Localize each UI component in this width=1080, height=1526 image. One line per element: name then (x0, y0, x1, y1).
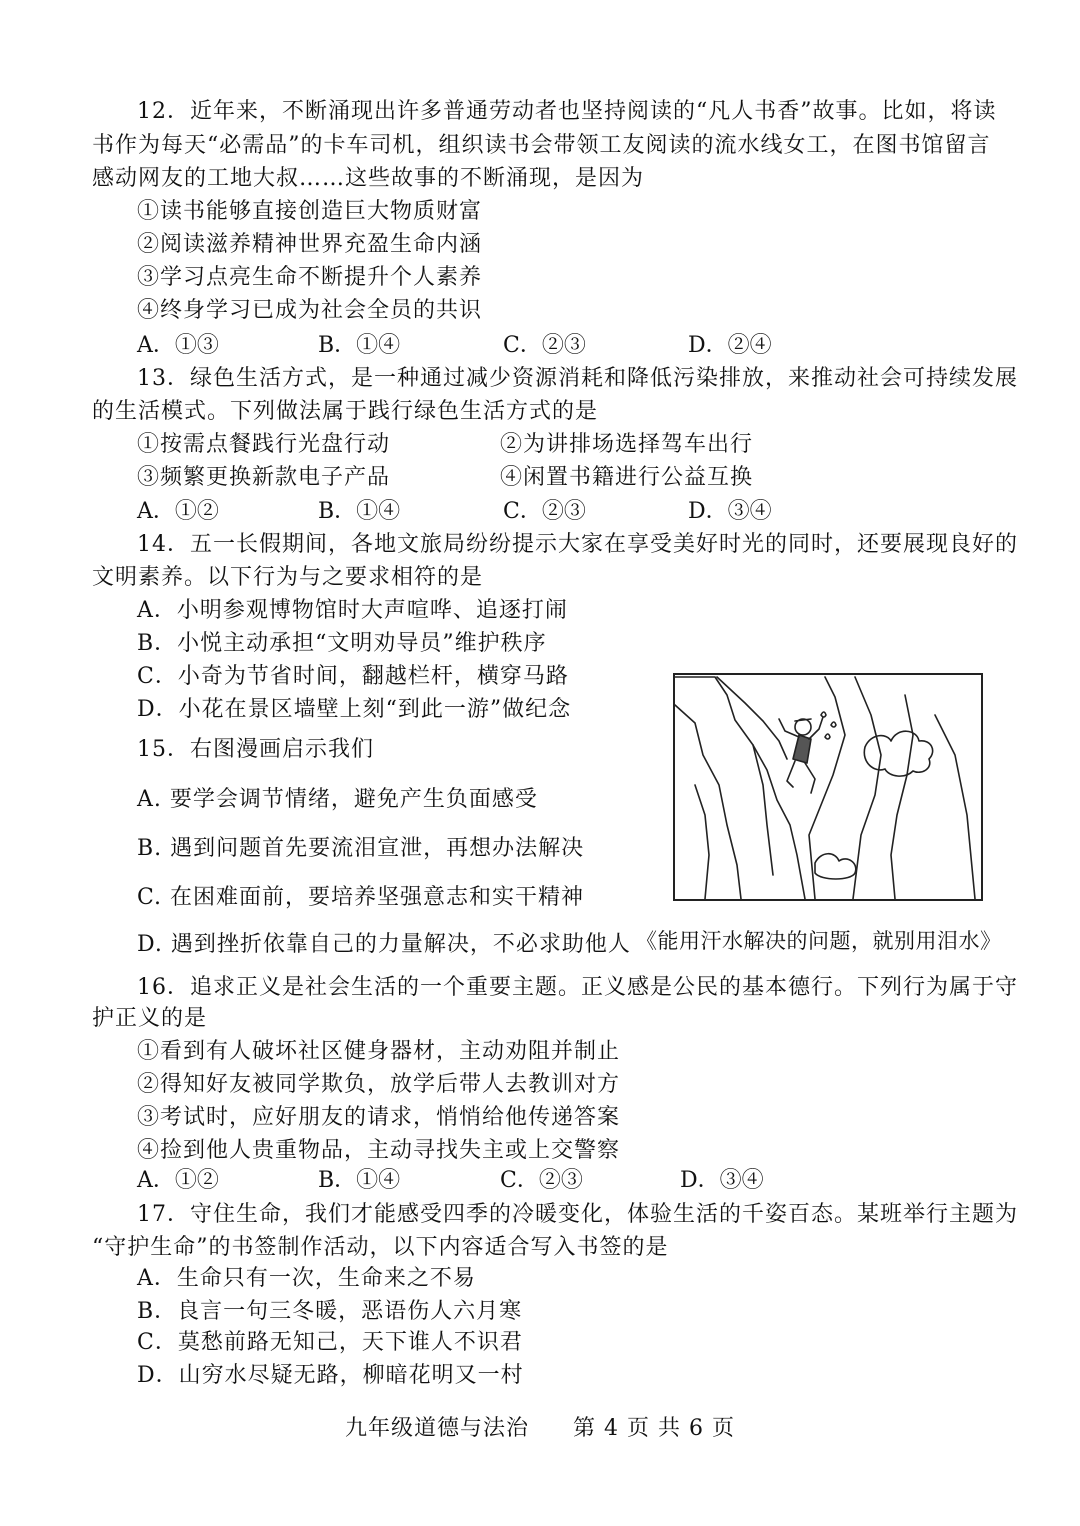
q17-choice-a: A．生命只有一次，生命来之不易 (137, 1266, 476, 1291)
q12-choice-a: A．①③ (137, 333, 219, 358)
q14-choice-d: D．小花在景区墙壁上刻“到此一游”做纪念 (137, 697, 572, 722)
q16-choice-c: C．②③ (500, 1168, 583, 1193)
q12-item-1: ①读书能够直接创造巨大物质财富 (137, 199, 483, 224)
q14-choice-b: B．小悦主动承担“文明劝导员”维护秩序 (137, 631, 547, 656)
q16-item-3: ③考试时，应好朋友的请求，悄悄给他传递答案 (137, 1105, 621, 1130)
q13-choice-c: C．②③ (503, 499, 586, 524)
climber-cartoon-drawing (675, 675, 981, 899)
page-footer (0, 1414, 1080, 1444)
q14-stem-line-2: 文明素养。以下行为与之要求相符的是 (92, 565, 484, 590)
footer-subject: 九年级道德与法治 (345, 1416, 530, 1441)
q13-item-4: ④闲置书籍进行公益互换 (500, 465, 754, 490)
q13-item-3: ③频繁更换新款电子产品 (137, 465, 391, 490)
q12-stem-line-3: 感动网友的工地大叔……这些故事的不断涌现，是因为 (92, 166, 645, 191)
q12-item-2: ②阅读滋养精神世界充盈生命内涵 (137, 232, 483, 257)
q13-choice-b: B．①④ (318, 499, 401, 524)
q17-choice-b: B．良言一句三冬暖，恶语伤人六月寒 (137, 1299, 523, 1324)
q12-item-3: ③学习点亮生命不断提升个人素养 (137, 265, 483, 290)
q17-stem-line-2: “守护生命”的书签制作活动，以下内容适合写入书签的是 (92, 1235, 669, 1260)
q17-choice-c: C．莫愁前路无知己，天下谁人不识君 (137, 1330, 523, 1355)
q14-stem-line-1: 14．五一长假期间，各地文旅局纷纷提示大家在享受美好时光的同时，还要展现良好的 (137, 532, 1018, 557)
q15-choice-a: A. 要学会调节情绪，避免产生负面感受 (137, 787, 538, 812)
q16-item-1: ①看到有人破坏社区健身器材，主动劝阻并制止 (137, 1039, 621, 1064)
q12-choice-b: B．①④ (318, 333, 401, 358)
q16-stem-line-2: 护正义的是 (92, 1006, 208, 1031)
q13-stem-line-1: 13．绿色生活方式，是一种通过减少资源消耗和降低污染排放，来推动社会可持续发展 (137, 366, 1018, 391)
q13-stem-line-2: 的生活模式。下列做法属于践行绿色生活方式的是 (92, 399, 599, 424)
q16-stem-line-1: 16．追求正义是社会生活的一个重要主题。正义感是公民的基本德行。下列行为属于守 (137, 975, 1018, 1000)
climber-cartoon (673, 673, 983, 901)
q12-stem-line-1: 12．近年来，不断涌现出许多普通劳动者也坚持阅读的“凡人书香”故事。比如，将读 (137, 99, 997, 124)
q15-stem: 15．右图漫画启示我们 (137, 737, 374, 762)
q12-choice-d: D．②④ (688, 333, 772, 358)
q17-choice-d: D．山穷水尽疑无路，柳暗花明又一村 (137, 1363, 524, 1388)
q14-choice-c: C．小奇为节省时间，翻越栏杆，横穿马路 (137, 664, 569, 689)
q12-choice-c: C．②③ (503, 333, 586, 358)
q13-item-1: ①按需点餐践行光盘行动 (137, 432, 391, 457)
q12-stem-line-2: 书作为每天“必需品”的卡车司机，组织读书会带领工友阅读的流水线女工，在图书馆留言 (92, 133, 991, 158)
q13-choice-a: A．①② (137, 499, 219, 524)
q17-stem-line-1: 17．守住生命，我们才能感受四季的冷暖变化，体验生活的千姿百态。某班举行主题为 (137, 1202, 1018, 1227)
q16-item-4: ④捡到他人贵重物品，主动寻找失主或上交警察 (137, 1138, 621, 1163)
q15-choice-c: C. 在困难面前，要培养坚强意志和实干精神 (137, 885, 585, 910)
q16-item-2: ②得知好友被同学欺负，放学后带人去教训对方 (137, 1072, 621, 1097)
q16-choice-b: B．①④ (318, 1168, 401, 1193)
q15-choice-d: D. 遇到挫折依靠自己的力量解决，不必求助他人 (137, 932, 631, 957)
q16-choice-d: D．③④ (680, 1168, 764, 1193)
q13-choice-d: D．③④ (688, 499, 772, 524)
footer-page-number: 第 4 页 共 6 页 (573, 1416, 735, 1441)
q15-choice-b: B. 遇到问题首先要流泪宣泄，再想办法解决 (137, 836, 585, 861)
q13-item-2: ②为讲排场选择驾车出行 (500, 432, 754, 457)
cartoon-caption: 《能用汗水解决的问题，就别用泪水》 (636, 929, 1002, 953)
q12-item-4: ④终身学习已成为社会全员的共识 (137, 298, 483, 323)
q16-choice-a: A．①② (137, 1168, 219, 1193)
q14-choice-a: A．小明参观博物馆时大声喧哗、追逐打闹 (137, 598, 568, 623)
